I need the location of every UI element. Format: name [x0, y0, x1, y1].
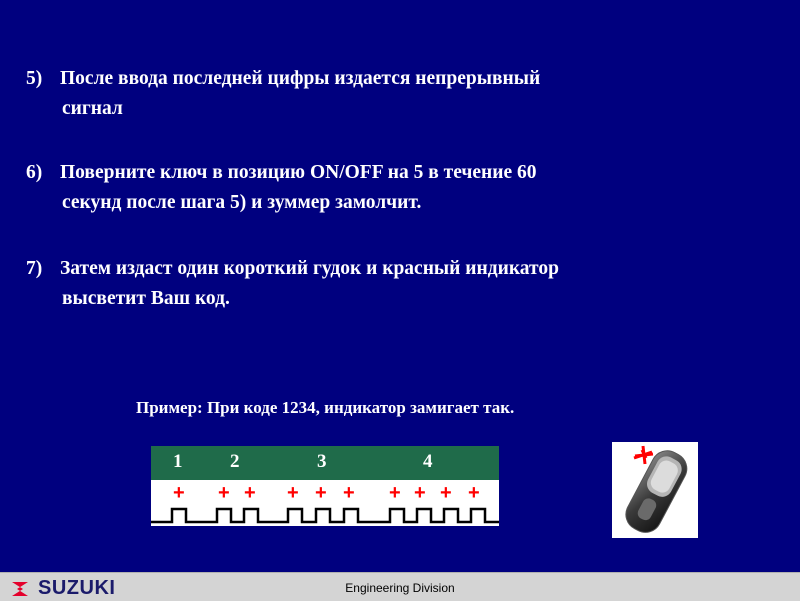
blink-plus: +	[173, 482, 185, 504]
step-text-line2: секунд после шага 5) и зуммер замолчит.	[62, 192, 422, 213]
step-number: 7)	[26, 258, 43, 279]
step-7	[26, 254, 559, 314]
step-text-line1: После ввода последней цифры издается непрерывный	[60, 68, 541, 89]
blink-plus: +	[440, 482, 452, 504]
footer	[0, 572, 800, 601]
step-text-line1: Поверните ключ в позицию ON/OFF на 5 в течение 60	[60, 162, 537, 183]
key-fob-icon	[612, 442, 698, 538]
pulse-waveform	[151, 446, 499, 526]
step-5	[26, 64, 540, 124]
digit-label-1: 1	[173, 451, 183, 472]
step-text-line1: Затем издаст один короткий гудок и красный индикатор	[60, 258, 559, 279]
blink-plus: +	[414, 482, 426, 504]
blink-plus: +	[343, 482, 355, 504]
step-number: 5)	[26, 68, 43, 89]
digit-label-4: 4	[423, 451, 433, 472]
blink-plus: +	[287, 482, 299, 504]
step-text-line2: высветит Ваш код.	[62, 288, 230, 309]
blink-plus: +	[244, 482, 256, 504]
division-label: Engineering Division	[345, 581, 455, 595]
blink-plus: +	[315, 482, 327, 504]
step-number: 6)	[26, 162, 43, 183]
brand-name: SUZUKI	[38, 577, 116, 599]
digit-label-2: 2	[230, 451, 240, 472]
blink-plus: +	[218, 482, 230, 504]
blink-plus: +	[468, 482, 480, 504]
example-caption: Пример: При коде 1234, индикатор замигает так.	[136, 398, 515, 417]
digit-label-3: 3	[317, 451, 327, 472]
blink-plus: +	[389, 482, 401, 504]
step-text-line2: сигнал	[62, 98, 123, 119]
step-6	[26, 158, 537, 218]
blink-pattern-diagram	[151, 446, 499, 526]
